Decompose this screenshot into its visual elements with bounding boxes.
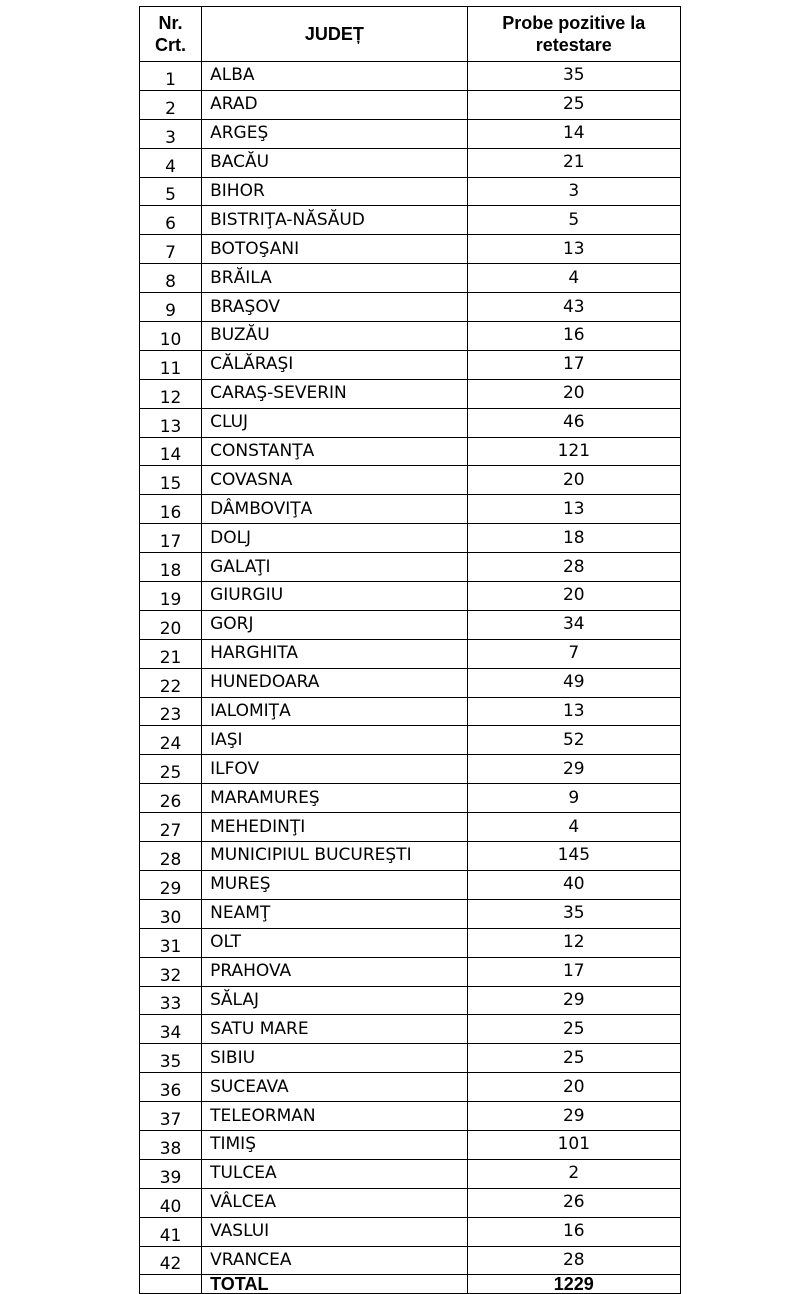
row-number: 25 <box>140 755 202 784</box>
total-value: 1229 <box>467 1275 680 1294</box>
county-name: COVASNA <box>202 466 467 495</box>
table-row <box>140 986 681 1015</box>
table-row <box>140 553 681 582</box>
county-name: VRANCEA <box>202 1246 467 1275</box>
table-row <box>140 1102 681 1131</box>
positive-count: 52 <box>467 726 680 755</box>
county-name: IAŞI <box>202 726 467 755</box>
table-row <box>140 957 681 986</box>
row-number: 13 <box>140 408 202 437</box>
table-row <box>140 668 681 697</box>
positive-count: 4 <box>467 264 680 293</box>
row-number: 1 <box>140 62 202 91</box>
county-name: TIMIŞ <box>202 1130 467 1159</box>
row-number: 14 <box>140 437 202 466</box>
table-row <box>140 639 681 668</box>
row-number: 32 <box>140 957 202 986</box>
row-number: 27 <box>140 813 202 842</box>
positive-count: 7 <box>467 639 680 668</box>
row-number: 2 <box>140 90 202 119</box>
county-name: GIURGIU <box>202 582 467 611</box>
county-name: CONSTANŢA <box>202 437 467 466</box>
positive-count: 25 <box>467 90 680 119</box>
row-number: 33 <box>140 986 202 1015</box>
positive-count: 28 <box>467 553 680 582</box>
counties-table <box>139 6 681 1294</box>
positive-count: 29 <box>467 986 680 1015</box>
positive-count: 17 <box>467 957 680 986</box>
county-name: PRAHOVA <box>202 957 467 986</box>
positive-count: 28 <box>467 1246 680 1275</box>
positive-count: 121 <box>467 437 680 466</box>
row-number: 40 <box>140 1188 202 1217</box>
county-name: IALOMIŢA <box>202 697 467 726</box>
table-row <box>140 1073 681 1102</box>
positive-count: 12 <box>467 928 680 957</box>
table-row <box>140 1188 681 1217</box>
table-row <box>140 813 681 842</box>
positive-count: 16 <box>467 1217 680 1246</box>
row-number: 11 <box>140 350 202 379</box>
positive-count: 145 <box>467 842 680 871</box>
positive-count: 26 <box>467 1188 680 1217</box>
positive-count: 2 <box>467 1159 680 1188</box>
positive-count: 35 <box>467 899 680 928</box>
total-row <box>140 1275 681 1294</box>
county-name: SUCEAVA <box>202 1073 467 1102</box>
positive-count: 49 <box>467 668 680 697</box>
row-number: 36 <box>140 1073 202 1102</box>
positive-count: 35 <box>467 62 680 91</box>
table-row <box>140 119 681 148</box>
county-name: DOLJ <box>202 524 467 553</box>
county-name: ALBA <box>202 62 467 91</box>
table-row <box>140 293 681 322</box>
table-row <box>140 322 681 351</box>
county-name: CLUJ <box>202 408 467 437</box>
table-row <box>140 1246 681 1275</box>
county-name: DÂMBOVIŢA <box>202 495 467 524</box>
table-row <box>140 524 681 553</box>
table-row <box>140 206 681 235</box>
positive-count: 13 <box>467 235 680 264</box>
positive-count: 5 <box>467 206 680 235</box>
table-row <box>140 1015 681 1044</box>
row-number: 20 <box>140 610 202 639</box>
row-number: 12 <box>140 379 202 408</box>
table-row <box>140 90 681 119</box>
county-name: ARAD <box>202 90 467 119</box>
table-row <box>140 235 681 264</box>
row-number: 17 <box>140 524 202 553</box>
row-number: 18 <box>140 553 202 582</box>
row-number: 5 <box>140 177 202 206</box>
row-number: 6 <box>140 206 202 235</box>
positive-count: 9 <box>467 784 680 813</box>
county-name: TULCEA <box>202 1159 467 1188</box>
table-row <box>140 1159 681 1188</box>
county-name: CĂLĂRAŞI <box>202 350 467 379</box>
table-row <box>140 379 681 408</box>
row-number: 19 <box>140 582 202 611</box>
table-row <box>140 726 681 755</box>
positive-count: 20 <box>467 466 680 495</box>
row-number: 37 <box>140 1102 202 1131</box>
table-row <box>140 755 681 784</box>
row-number: 42 <box>140 1246 202 1275</box>
county-name: MUREŞ <box>202 870 467 899</box>
header-probe: Probe pozitive la retestare <box>467 7 680 62</box>
positive-count: 14 <box>467 119 680 148</box>
table-row <box>140 1130 681 1159</box>
table-row <box>140 697 681 726</box>
positive-count: 34 <box>467 610 680 639</box>
positive-count: 29 <box>467 755 680 784</box>
table-body <box>140 62 681 1275</box>
row-number: 8 <box>140 264 202 293</box>
row-number: 28 <box>140 842 202 871</box>
positive-count: 16 <box>467 322 680 351</box>
county-name: BRĂILA <box>202 264 467 293</box>
table-row <box>140 62 681 91</box>
table-row <box>140 177 681 206</box>
row-number: 41 <box>140 1217 202 1246</box>
county-name: MARAMUREŞ <box>202 784 467 813</box>
row-number: 38 <box>140 1130 202 1159</box>
table-row <box>140 1044 681 1073</box>
county-name: HARGHITA <box>202 639 467 668</box>
county-name: ILFOV <box>202 755 467 784</box>
row-number: 35 <box>140 1044 202 1073</box>
county-name: ARGEŞ <box>202 119 467 148</box>
row-number: 30 <box>140 899 202 928</box>
table-row <box>140 1217 681 1246</box>
row-number: 39 <box>140 1159 202 1188</box>
positive-count: 43 <box>467 293 680 322</box>
row-number: 26 <box>140 784 202 813</box>
table-header-row <box>140 7 681 62</box>
table-row <box>140 495 681 524</box>
county-name: MUNICIPIUL BUCUREŞTI <box>202 842 467 871</box>
total-nr-cell <box>140 1275 202 1294</box>
county-name: BOTOŞANI <box>202 235 467 264</box>
positive-count: 101 <box>467 1130 680 1159</box>
row-number: 22 <box>140 668 202 697</box>
row-number: 31 <box>140 928 202 957</box>
total-label: TOTAL <box>202 1275 467 1294</box>
county-name: NEAMŢ <box>202 899 467 928</box>
positive-count: 25 <box>467 1015 680 1044</box>
county-name: BRAŞOV <box>202 293 467 322</box>
table-row <box>140 350 681 379</box>
table-row <box>140 408 681 437</box>
row-number: 23 <box>140 697 202 726</box>
table-row <box>140 928 681 957</box>
table-row <box>140 264 681 293</box>
row-number: 16 <box>140 495 202 524</box>
row-number: 34 <box>140 1015 202 1044</box>
county-name: OLT <box>202 928 467 957</box>
row-number: 29 <box>140 870 202 899</box>
table-row <box>140 784 681 813</box>
positive-count: 3 <box>467 177 680 206</box>
row-number: 7 <box>140 235 202 264</box>
row-number: 15 <box>140 466 202 495</box>
header-nr: Nr. Crt. <box>140 7 202 62</box>
table-row <box>140 610 681 639</box>
county-name: HUNEDOARA <box>202 668 467 697</box>
positive-count: 29 <box>467 1102 680 1131</box>
table-row <box>140 582 681 611</box>
positive-count: 20 <box>467 379 680 408</box>
positive-count: 40 <box>467 870 680 899</box>
positive-count: 18 <box>467 524 680 553</box>
county-name: CARAŞ-SEVERIN <box>202 379 467 408</box>
row-number: 3 <box>140 119 202 148</box>
county-name: GALAŢI <box>202 553 467 582</box>
positive-count: 20 <box>467 1073 680 1102</box>
row-number: 21 <box>140 639 202 668</box>
county-name: SATU MARE <box>202 1015 467 1044</box>
positive-count: 4 <box>467 813 680 842</box>
positive-count: 21 <box>467 148 680 177</box>
positive-count: 13 <box>467 495 680 524</box>
county-name: TELEORMAN <box>202 1102 467 1131</box>
positive-count: 17 <box>467 350 680 379</box>
county-name: SĂLAJ <box>202 986 467 1015</box>
table-row <box>140 870 681 899</box>
county-name: BACĂU <box>202 148 467 177</box>
row-number: 24 <box>140 726 202 755</box>
row-number: 10 <box>140 322 202 351</box>
table-row <box>140 148 681 177</box>
row-number: 9 <box>140 293 202 322</box>
county-name: MEHEDINŢI <box>202 813 467 842</box>
positive-count: 20 <box>467 582 680 611</box>
county-name: GORJ <box>202 610 467 639</box>
county-name: BIHOR <box>202 177 467 206</box>
county-name: VÂLCEA <box>202 1188 467 1217</box>
positive-count: 25 <box>467 1044 680 1073</box>
row-number: 4 <box>140 148 202 177</box>
table-row <box>140 437 681 466</box>
table-row <box>140 899 681 928</box>
table-row <box>140 842 681 871</box>
table-row <box>140 466 681 495</box>
county-name: BUZĂU <box>202 322 467 351</box>
county-name: VASLUI <box>202 1217 467 1246</box>
positive-count: 13 <box>467 697 680 726</box>
county-name: BISTRIŢA-NĂSĂUD <box>202 206 467 235</box>
county-name: SIBIU <box>202 1044 467 1073</box>
header-judet: JUDEȚ <box>202 7 467 62</box>
positive-count: 46 <box>467 408 680 437</box>
